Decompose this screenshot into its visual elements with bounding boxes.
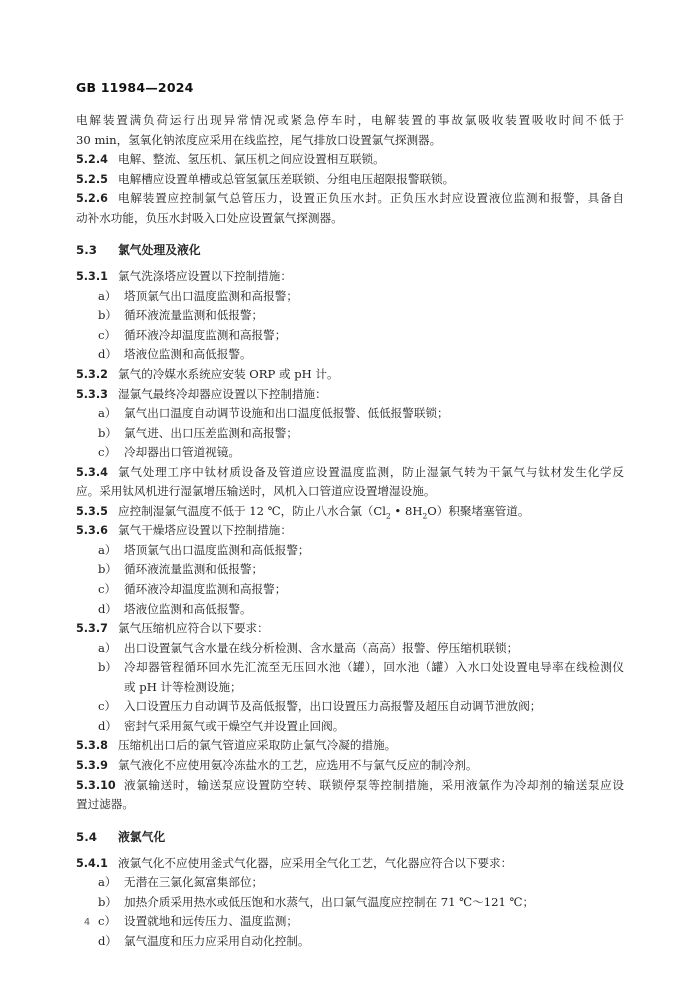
list-item — [76, 345, 624, 365]
subscript: 2 — [385, 511, 391, 521]
list-marker: c） — [98, 582, 117, 597]
clause-text: 电解装置应控制氯气总管压力，设置正负压水封。正负压水封应设置液位监测和报警，具备自 — [118, 191, 624, 206]
clause-text: 电解、整流、氢压机、氯压机之间应设置相互联锁。 — [118, 152, 385, 167]
clause-text: 电解槽应设置单槽或总管氢氯压差联锁、分组电压超限报警联锁。 — [118, 171, 455, 186]
clause-number: 5.3.4 — [76, 465, 108, 479]
list-text: 氯气出口温度自动调节设施和出口温度低报警、低低报警联锁； — [124, 406, 449, 421]
clause-number: 5.3.9 — [76, 758, 108, 772]
clause-5-3-4 — [76, 463, 624, 483]
clause-number: 5.3.1 — [76, 270, 108, 284]
list-item — [76, 639, 624, 659]
list-item — [76, 443, 624, 463]
clause-5-2-5 — [76, 170, 624, 190]
list-item — [76, 893, 624, 913]
section-number: 5.3 — [76, 243, 97, 258]
clause-5-3-1 — [76, 267, 624, 287]
section-heading-5-4 — [76, 827, 624, 847]
list-marker: a） — [98, 640, 117, 655]
clause-5-3-10 — [76, 776, 624, 796]
list-marker: d） — [98, 601, 118, 616]
list-text: 冷却器出口管道视镜。 — [124, 445, 240, 460]
section-heading-5-3 — [76, 240, 624, 260]
list-marker: c） — [98, 699, 117, 714]
list-item — [76, 404, 624, 424]
clause-5-3-9 — [76, 756, 624, 776]
document-body — [76, 111, 624, 951]
list-text: 循环液冷却温度监测和高报警； — [124, 582, 287, 597]
list-marker: a） — [98, 542, 117, 557]
clause-number: 5.2.5 — [76, 172, 108, 186]
list-item — [76, 326, 624, 346]
list-item — [76, 600, 624, 620]
subscript: 2 — [422, 511, 428, 521]
clause-continuation: 动补水功能，负压水封吸入口处应设置氯气探测器。 — [76, 210, 343, 225]
list-item — [76, 912, 624, 932]
clause-text: 氯气处理工序中钛材质设备及管道应设置温度监测，防止湿氯气转为干氯气与钛材发生化学反 — [118, 464, 624, 479]
list-text: 循环液流量监测和低报警； — [124, 308, 264, 323]
section-number: 5.4 — [76, 829, 97, 844]
clause-5-2-4 — [76, 150, 624, 170]
list-item — [76, 717, 624, 737]
page-number: 4 — [84, 917, 91, 928]
list-text: 塔液位监测和高低报警。 — [124, 347, 252, 362]
list-item — [76, 658, 624, 678]
list-text: 或 pH 计等检测设施； — [124, 679, 242, 694]
clause-number: 5.3.10 — [76, 778, 116, 792]
list-item — [76, 697, 624, 717]
list-marker: a） — [98, 406, 117, 421]
list-marker: b） — [98, 660, 118, 675]
list-marker: c） — [98, 914, 117, 929]
list-text: 氯气进、出口压差监测和高报警； — [124, 425, 298, 440]
list-marker: d） — [98, 718, 118, 733]
list-text: 出口设置氯气含水量在线分析检测、含水量高（高高）报警、停压缩机联锁； — [124, 640, 519, 655]
list-item — [76, 541, 624, 561]
clause-5-3-7 — [76, 619, 624, 639]
clause-text: 液氯气化不应使用釜式气化器，应采用全气化工艺，气化器应符合以下要求： — [118, 855, 513, 870]
clause-number: 5.3.5 — [76, 504, 108, 518]
clause-continuation: 置过滤器。 — [76, 797, 134, 812]
clause-number: 5.3.2 — [76, 368, 108, 382]
list-marker: b） — [98, 894, 118, 909]
continuation-line: 30 min，氢氧化钠浓度应采用在线监控，尾气排放口设置氯气探测器。 — [76, 132, 442, 147]
clause-number: 5.3.8 — [76, 739, 108, 753]
clause-5-4-1 — [76, 854, 624, 874]
clause-text: 氯气洗涤塔应设置以下控制措施： — [118, 269, 292, 284]
clause-number: 5.2.4 — [76, 153, 108, 167]
clause-number: 5.2.6 — [76, 192, 108, 206]
list-item — [76, 306, 624, 326]
list-marker: c） — [98, 327, 117, 342]
list-item-continuation — [76, 678, 624, 698]
list-text: 密封气采用氮气或干燥空气并设置止回阀。 — [124, 718, 345, 733]
list-text: 塔顶氯气出口温度监测和高低报警； — [124, 542, 310, 557]
list-text: 无潜在三氯化氮富集部位； — [124, 875, 264, 890]
clause-text: 液氯输送时，输送泵应设置防空转、联锁停泵等控制措施，采用液氯作为冷却剂的输送泵应设 — [124, 777, 624, 792]
list-marker: b） — [98, 562, 118, 577]
clause-5-3-3 — [76, 385, 624, 405]
clause-text — [118, 502, 624, 522]
clause-text: 压缩机出口后的氯气管道应采取防止氯气冷凝的措施。 — [118, 738, 397, 753]
list-text: 塔液位监测和高低报警。 — [124, 601, 252, 616]
list-marker: d） — [98, 933, 118, 948]
list-item — [76, 560, 624, 580]
list-marker: a） — [98, 875, 117, 890]
list-text: 入口设置压力自动调节及高低报警，出口设置压力高报警及超压自动调节泄放阀； — [124, 699, 542, 714]
clause-text-part: • 8H — [390, 503, 423, 518]
clause-text: 氯气液化不应使用氨冷冻盐水的工艺，应选用不与氯气反应的制冷剂。 — [118, 757, 478, 772]
clause-number: 5.4.1 — [76, 856, 108, 870]
list-text: 设置就地和远传压力、温度监测； — [124, 914, 298, 929]
section-title: 液氯气化 — [118, 829, 166, 844]
list-marker: d） — [98, 347, 118, 362]
clause-text: 氯气的冷媒水系统应安装 ORP 或 pH 计。 — [118, 367, 339, 382]
clause-number: 5.3.7 — [76, 622, 108, 636]
list-marker: b） — [98, 425, 118, 440]
list-marker: c） — [98, 445, 117, 460]
list-marker: b） — [98, 308, 118, 323]
list-text: 加热介质采用热水或低压饱和水蒸气，出口氯气温度应控制在 71 ℃～121 ℃； — [124, 894, 535, 909]
list-item — [76, 932, 624, 952]
clause-text: 氯气干燥塔应设置以下控制措施： — [118, 523, 292, 538]
standard-header: GB 11984—2024 — [76, 80, 194, 95]
list-item — [76, 873, 624, 893]
clause-5-3-5 — [76, 502, 624, 522]
list-item — [76, 424, 624, 444]
list-text: 氯气温度和压力应采用自动化控制。 — [124, 933, 310, 948]
section-title: 氯气处理及液化 — [118, 243, 201, 258]
clause-text: 湿氯气最终冷却器应设置以下控制措施： — [118, 386, 327, 401]
clause-text-part: 应控制湿氯气温度不低于 12 ℃，防止八水合氯（Cl — [118, 503, 386, 518]
clause-5-3-8 — [76, 736, 624, 756]
clause-continuation: 应。采用钛风机进行湿氯增压输送时，风机入口管道应设置增湿设施。 — [76, 484, 436, 499]
list-text: 循环液流量监测和低报警； — [124, 562, 264, 577]
clause-number: 5.3.3 — [76, 387, 108, 401]
list-text: 冷却器管程循环回水先汇流至无压回水池（罐），回水池（罐）入水口处设置电导率在线检测仪 — [124, 660, 624, 675]
list-marker: a） — [98, 288, 117, 303]
clause-5-2-6 — [76, 189, 624, 209]
clause-text-part: O）积聚堵塞管道。 — [427, 503, 530, 518]
continuation-line: 电解装置满负荷运行出现异常情况或紧急停车时，电解装置的事故氯吸收装置吸收时间不低于 — [76, 113, 624, 127]
list-item — [76, 287, 624, 307]
clause-number: 5.3.6 — [76, 524, 108, 538]
list-item — [76, 580, 624, 600]
list-text: 塔顶氯气出口温度监测和高报警； — [124, 288, 298, 303]
clause-5-3-2 — [76, 365, 624, 385]
list-text: 循环液冷却温度监测和高报警； — [124, 327, 287, 342]
clause-5-3-6 — [76, 521, 624, 541]
clause-text: 氯气压缩机应符合以下要求： — [118, 621, 269, 636]
